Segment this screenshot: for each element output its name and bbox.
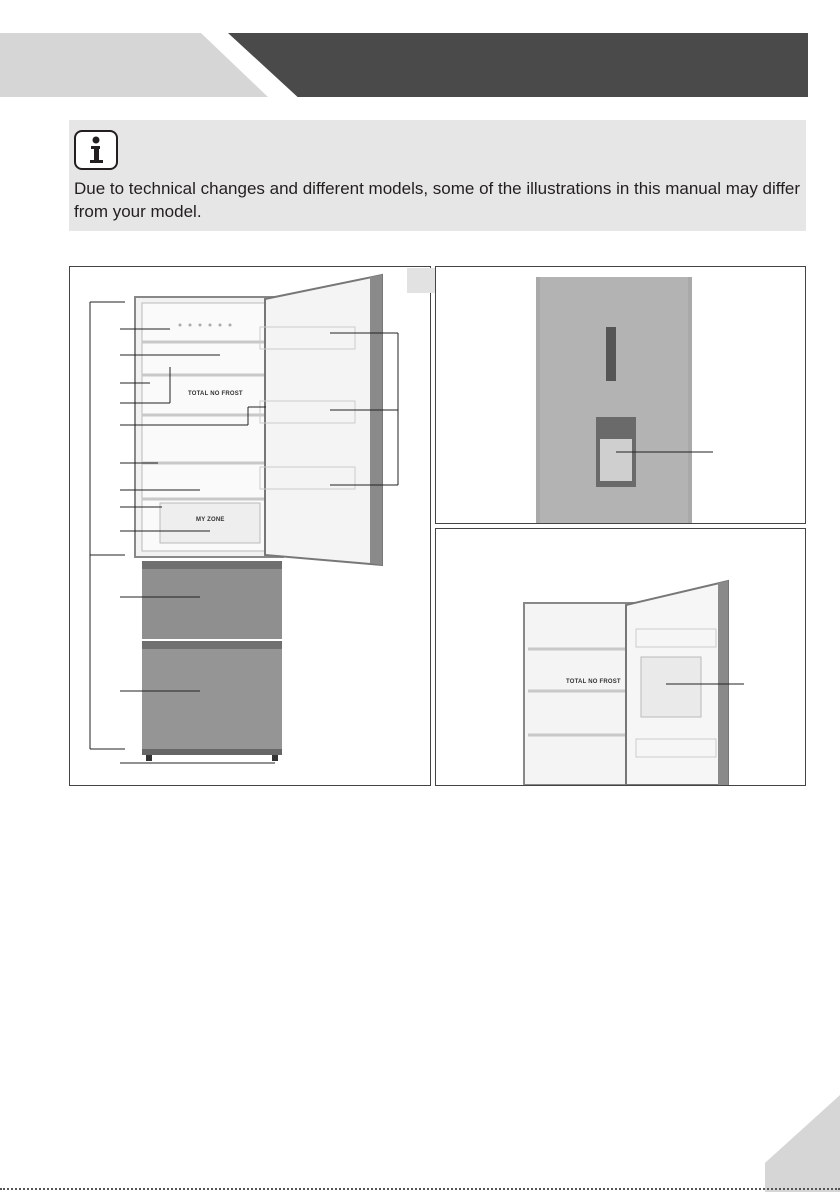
footer-rule bbox=[0, 1188, 840, 1190]
fridge-dispenser-panel bbox=[435, 266, 806, 524]
total-no-frost-label-2: TOTAL NO FROST bbox=[566, 679, 621, 685]
fridge-open-panel bbox=[69, 266, 431, 786]
fridge-watertank-panel bbox=[435, 528, 806, 786]
total-no-frost-label: TOTAL NO FROST bbox=[188, 391, 243, 397]
info-icon bbox=[74, 130, 118, 170]
notice-text: Due to technical changes and different models, some of the illustrations in this manual may differ from your model. bbox=[74, 179, 801, 221]
header-tab-left bbox=[0, 33, 268, 97]
header-bar bbox=[228, 33, 808, 97]
my-zone-label: MY ZONE bbox=[196, 517, 225, 523]
page-corner-tab bbox=[765, 1095, 840, 1192]
